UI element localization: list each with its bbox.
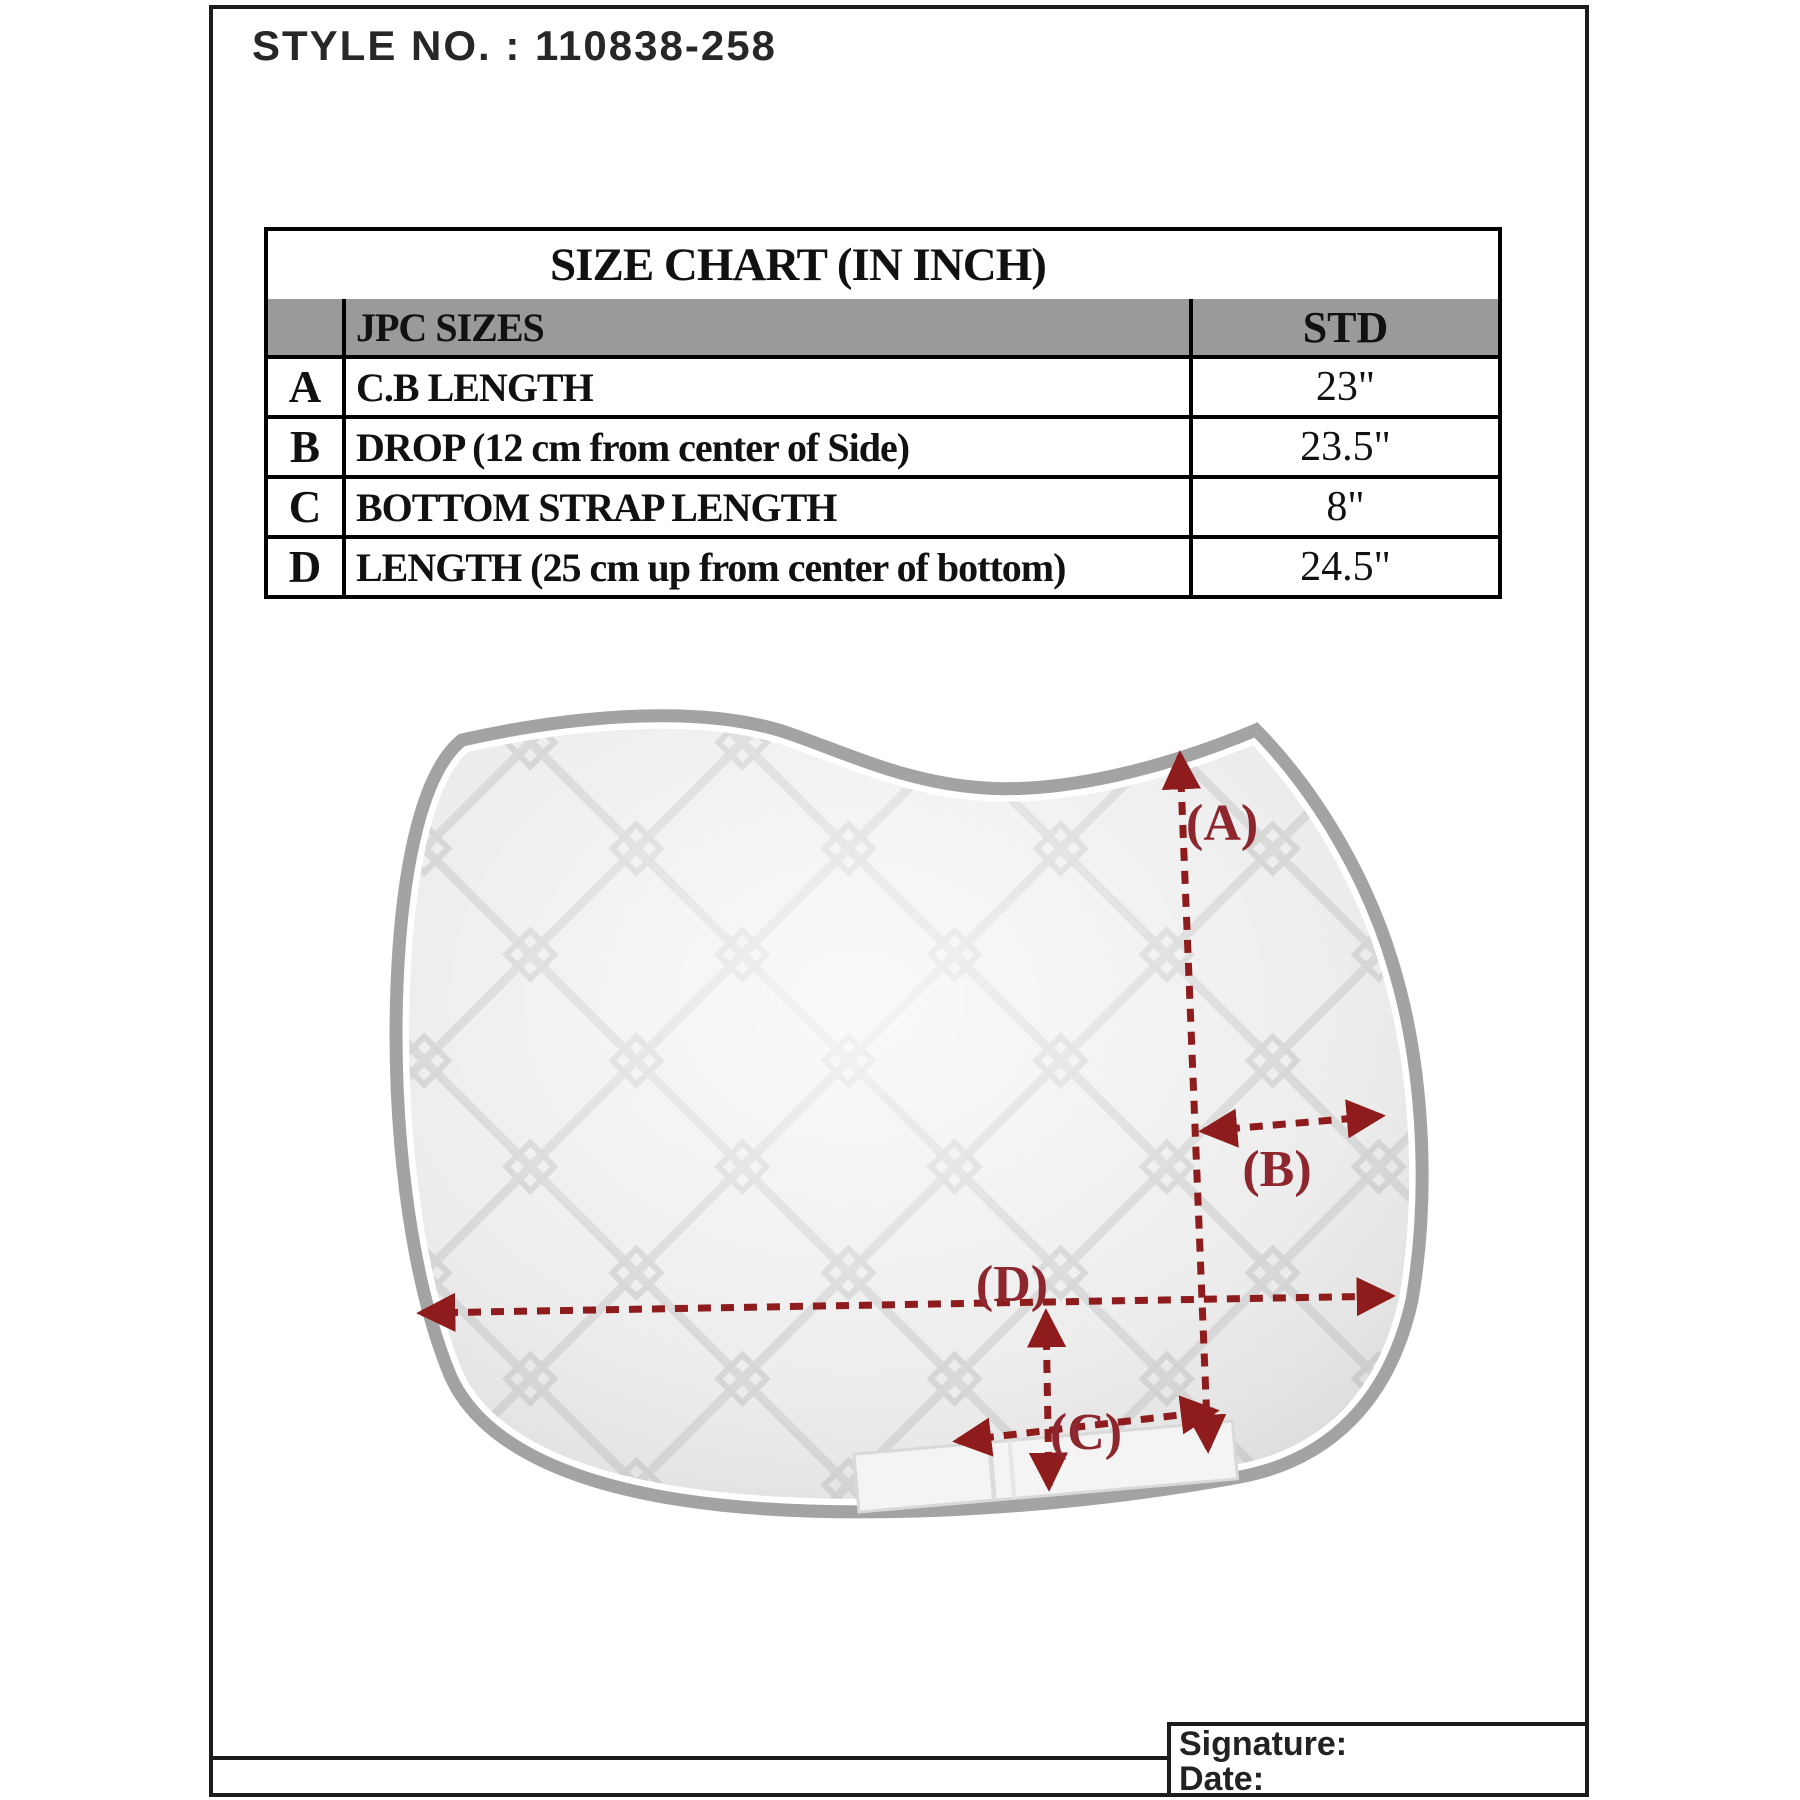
header-std-cell: STD bbox=[1193, 299, 1498, 355]
dim-label-b: (B) bbox=[1242, 1141, 1312, 1198]
dim-label-a: (A) bbox=[1186, 795, 1259, 852]
dim-label-d: (D) bbox=[975, 1256, 1049, 1313]
row-code: D bbox=[268, 539, 342, 595]
table-row bbox=[268, 539, 1498, 595]
table-row bbox=[268, 479, 1498, 535]
date-label: Date: bbox=[1179, 1760, 1265, 1798]
row-std: 23.5" bbox=[1193, 419, 1498, 475]
row-name: LENGTH (25 cm up from center of bottom) bbox=[346, 539, 1189, 595]
size-chart-title-row bbox=[268, 231, 1498, 299]
size-chart-header-row bbox=[268, 299, 1498, 355]
row-std: 8" bbox=[1193, 479, 1498, 535]
size-chart-table bbox=[264, 227, 1502, 599]
row-name: C.B LENGTH bbox=[346, 359, 1189, 415]
dim-label-c: (C) bbox=[1049, 1404, 1123, 1461]
row-code: B bbox=[268, 419, 342, 475]
signature-label: Signature: bbox=[1179, 1725, 1348, 1763]
row-std: 23" bbox=[1193, 359, 1498, 415]
size-chart-title: SIZE CHART (IN INCH) bbox=[550, 239, 1046, 291]
table-row bbox=[268, 419, 1498, 475]
style-number: STYLE NO. : 110838-258 bbox=[252, 22, 777, 69]
table-row bbox=[268, 359, 1498, 415]
signature-box bbox=[1167, 1722, 1589, 1797]
row-name: BOTTOM STRAP LENGTH bbox=[346, 479, 1189, 535]
saddle-pad-photo bbox=[396, 716, 1422, 1512]
header-code-cell bbox=[268, 299, 342, 355]
row-name: DROP (12 cm from center of Side) bbox=[346, 419, 1189, 475]
header-name-cell: JPC SIZES bbox=[346, 299, 1189, 355]
row-std: 24.5" bbox=[1193, 539, 1498, 595]
row-code: A bbox=[268, 359, 342, 415]
row-code: C bbox=[268, 479, 342, 535]
footer-divider-line bbox=[213, 1756, 1167, 1760]
saddle-pad-diagram bbox=[330, 620, 1470, 1560]
